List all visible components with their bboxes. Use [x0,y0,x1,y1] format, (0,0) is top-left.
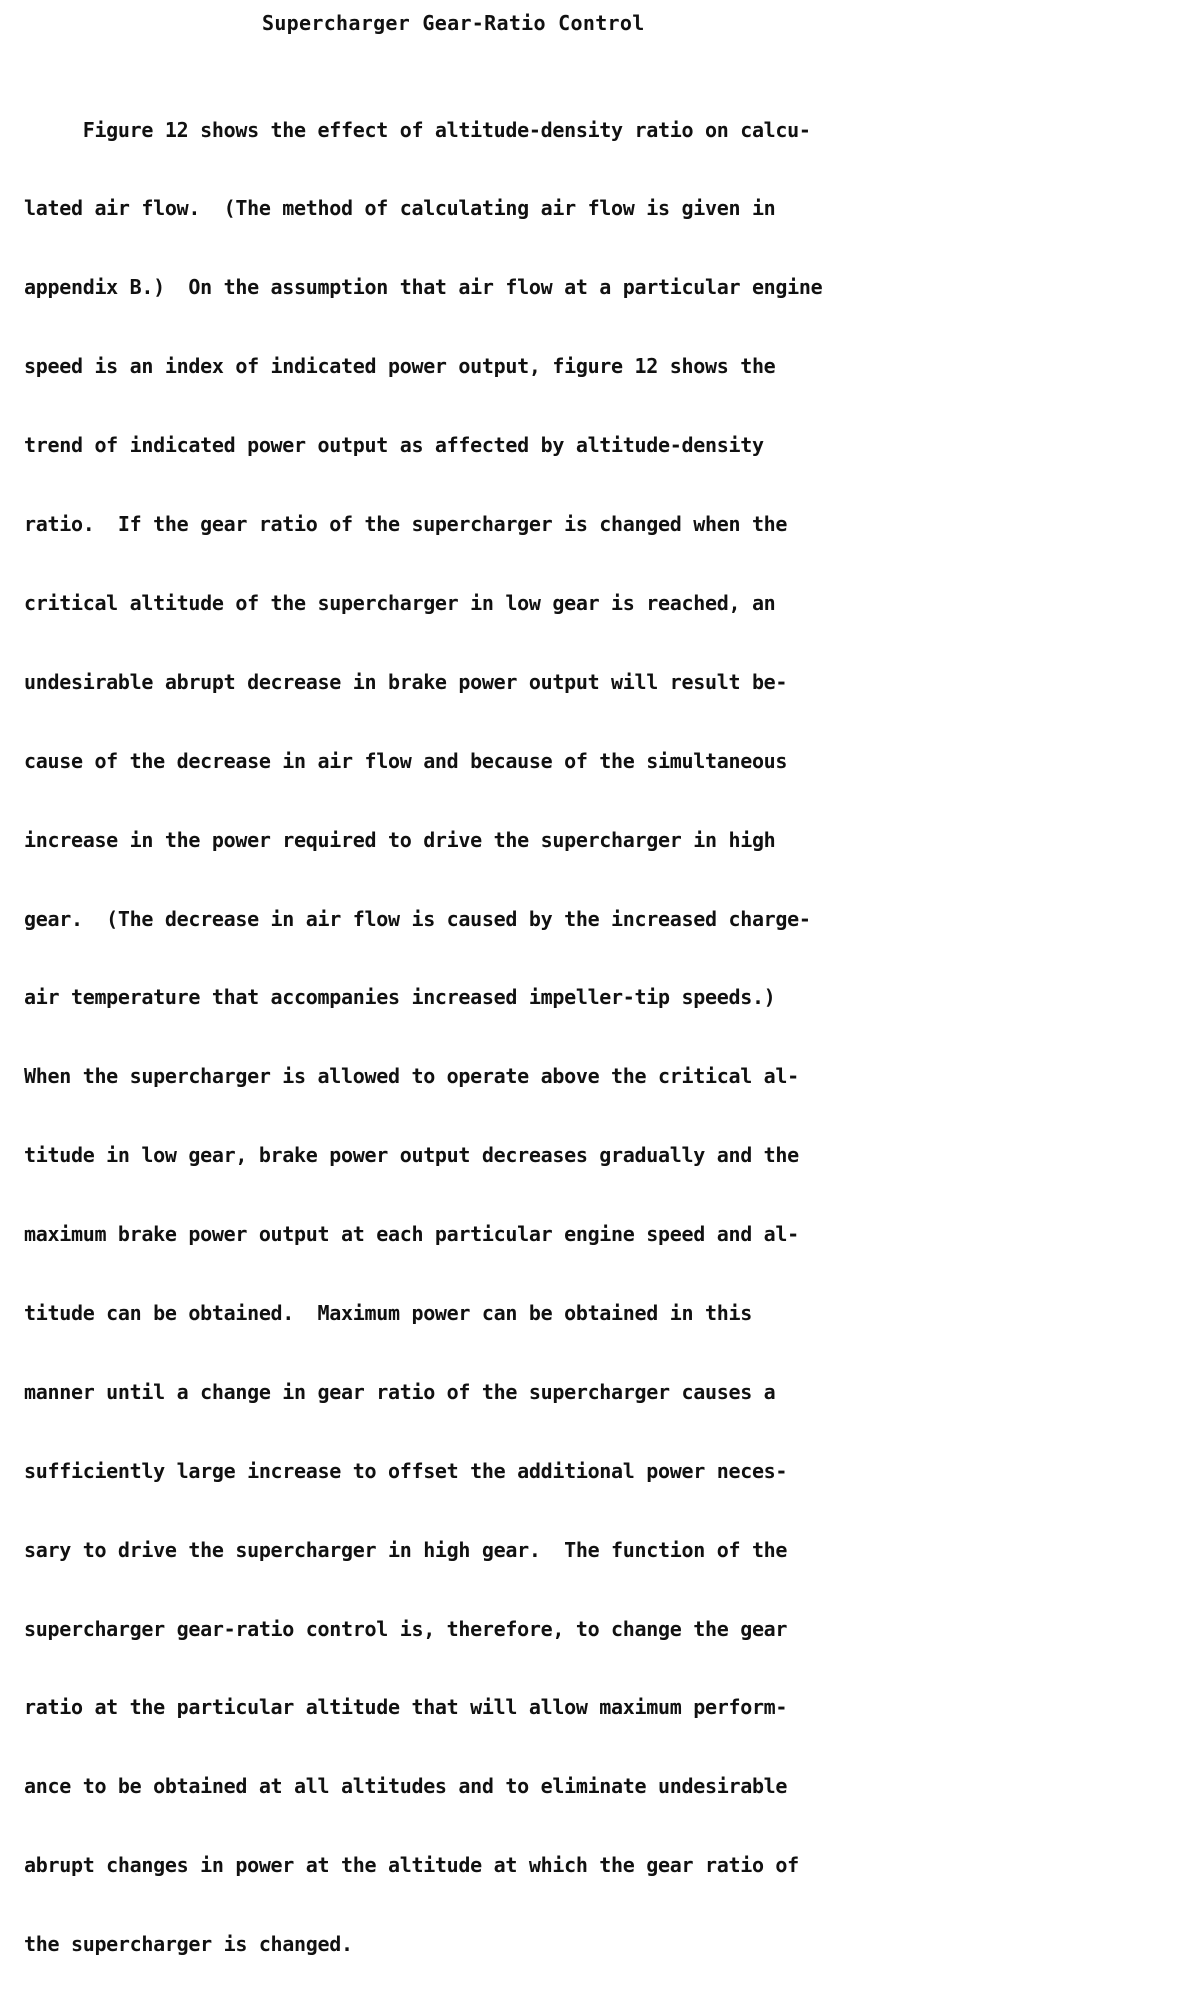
text-line: air temperature that accompanies increased impeller-tip speeds.) [24,985,776,1010]
text-line: lated air flow. (The method of calculating air flow is given in [24,196,776,221]
text-line: maximum brake power output at each particular engine speed and al- [24,1222,799,1247]
text-line: titude in low gear, brake power output decreases gradually and the [24,1143,799,1168]
text-line: ratio. If the gear ratio of the supercharger is changed when the [24,512,788,537]
text-line: undesirable abrupt decrease in brake power output will result be- [24,669,788,694]
text-line: increase in the power required to drive the supercharger in high [24,827,776,852]
text-line: sufficiently large increase to offset the additional power neces- [24,1458,788,1483]
text-line: ratio at the particular altitude that will allow maximum perform- [24,1695,788,1720]
text-line: speed is an index of indicated power output, figure 12 shows the [24,354,776,379]
text-line: titude can be obtained. Maximum power can be obtained in this [24,1300,752,1325]
text-line: the supercharger is changed. [24,1932,353,1957]
page-title: Supercharger Gear-Ratio Control [262,11,645,35]
text-line: critical altitude of the supercharger in low gear is reached, an [24,590,776,615]
text-line: supercharger gear-ratio control is, therefore, to change the gear [24,1616,788,1641]
text-line: cause of the decrease in air flow and because of the simultaneous [24,748,788,773]
text-line: manner until a change in gear ratio of the supercharger causes a [24,1379,776,1404]
text-line: trend of indicated power output as affected by altitude-density [24,433,764,458]
body-paragraph [24,64,822,2010]
text-line: appendix B.) On the assumption that air flow at a particular engine [24,275,823,300]
text-line: Figure 12 shows the effect of altitude-density ratio on calcu- [24,117,811,142]
text-line: When the supercharger is allowed to operate above the critical al- [24,1064,799,1089]
text-line: ance to be obtained at all altitudes and to eliminate undesirable [24,1774,788,1799]
text-line: abrupt changes in power at the altitude at which the gear ratio of [24,1853,799,1878]
text-line: gear. (The decrease in air flow is caused by the increased charge- [24,906,811,931]
text-line: sary to drive the supercharger in high gear. The function of the [24,1537,788,1562]
